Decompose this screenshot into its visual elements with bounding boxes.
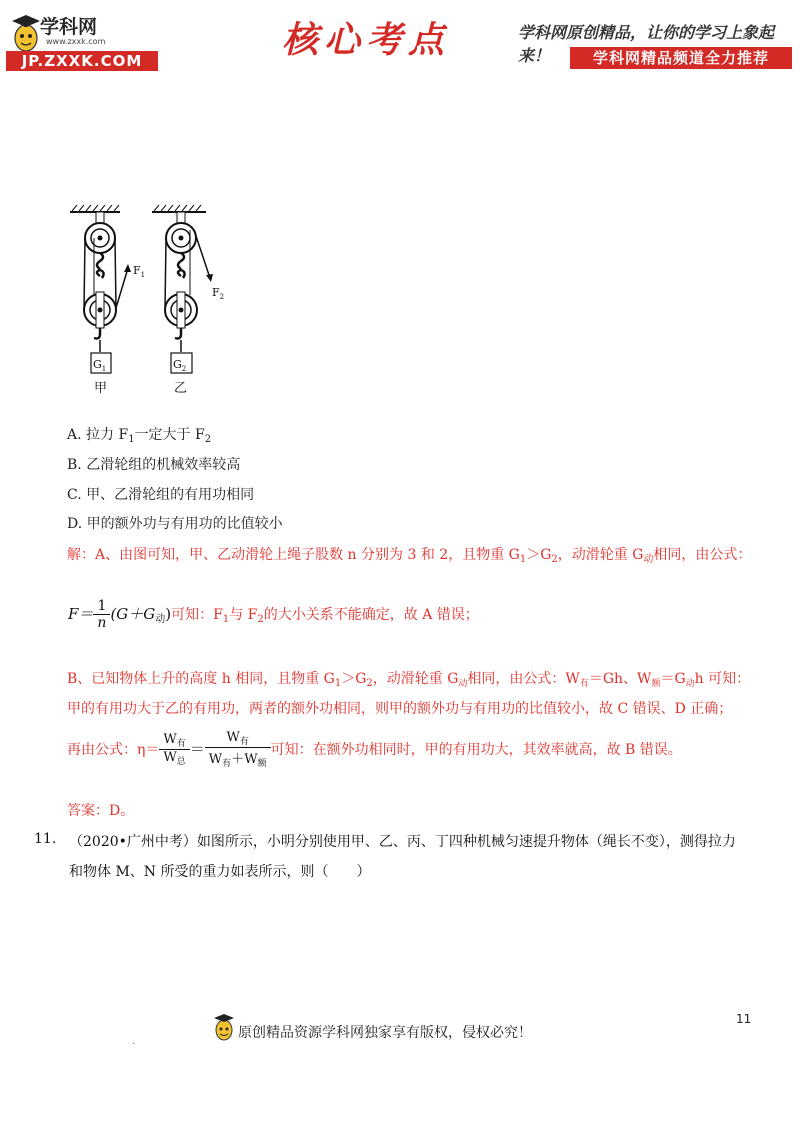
- formula-1: F＝ $\frac{1}{n}$ $(G+G_动)$可知：$F_1$与 $F_2$的大小关系不能确定，故 A 错误；: [68, 598, 479, 631]
- ceiling-left: [70, 205, 120, 212]
- question-line-1: （2020•广州中考）如图所示，小明分别使用甲、乙、丙、丁四种机械匀速提升物体（绳长不变），测得拉力: [69, 834, 736, 850]
- answer: 答案：D。: [67, 803, 135, 819]
- question-line-2: 和物体 M、N 所受的重力如表所示，则（ ）: [69, 864, 371, 880]
- channel-banner: 学科网精品频道全力推荐: [570, 47, 792, 69]
- label-g2: $G_2$: [173, 358, 187, 373]
- logo-banner: JP.ZXXK.COM: [6, 51, 158, 71]
- label-f2: $F_2$: [212, 286, 225, 301]
- caption-right: 乙: [174, 381, 188, 396]
- pulley-system-left: [84, 212, 131, 373]
- option-b: B. 乙滑轮组的机械效率较高: [67, 457, 241, 473]
- pulley-system-right: [165, 212, 213, 373]
- caption-left: 甲: [94, 381, 108, 396]
- header-title: 核心考点: [282, 19, 451, 61]
- footer-copyright: 原创精品资源学科网独家享有版权，侵权必究！: [238, 1025, 532, 1041]
- pulley-figure: [60, 200, 240, 400]
- ceiling-right: [152, 205, 206, 212]
- solution-line-3: 甲的有用功大于乙的有用功，两者的额外功相同，则甲的额外功与有用功的比值较小，故 C 错误、D 正确；: [67, 701, 733, 717]
- label-g1: $G_1$: [93, 358, 107, 373]
- solution-line-2: B、已知物体上升的高度 h 相同，且物重 $G_1>G_2$，动滑轮重 $G_动$相同，由公式：$W_有=Gh$、$W_额=G_动h$ 可知：: [67, 671, 751, 689]
- footer-mascot-icon: [212, 1012, 236, 1042]
- solution-line-1: 解：A、由图可知，甲、乙动滑轮上绳子股数 n 分别为 3 和 2，且物重 $G_1>G_2$，动滑轮重 $G_动$相同，由公式：: [67, 547, 752, 565]
- question-number: 11.: [34, 831, 57, 847]
- logo-url: www.zxxk.com: [46, 37, 106, 46]
- option-d: D. 甲的额外功与有用功的比值较小: [67, 516, 283, 532]
- logo-text: 学科网: [40, 16, 98, 38]
- option-a: A. 拉力 $F_1$一定大于 $F_2$: [67, 427, 212, 445]
- page-number: 11: [736, 1012, 752, 1026]
- label-f1: $F_1$: [133, 264, 146, 279]
- option-c: C. 甲、乙滑轮组的有用功相同: [67, 487, 255, 503]
- footer-dot: .: [132, 1036, 136, 1047]
- header-slogan: 学科网原创精品，让你的学习上象起来！: [518, 23, 775, 65]
- mascot-icon: [8, 12, 44, 56]
- formula-2: 再由公式：η＝ $\frac{W_有}{W_总}$ ＝ $\frac{W_有}{W_有+W_额}$ 可知：在额外功相同时，甲的有用功大，其效率就高，故 B 错误。: [67, 730, 682, 769]
